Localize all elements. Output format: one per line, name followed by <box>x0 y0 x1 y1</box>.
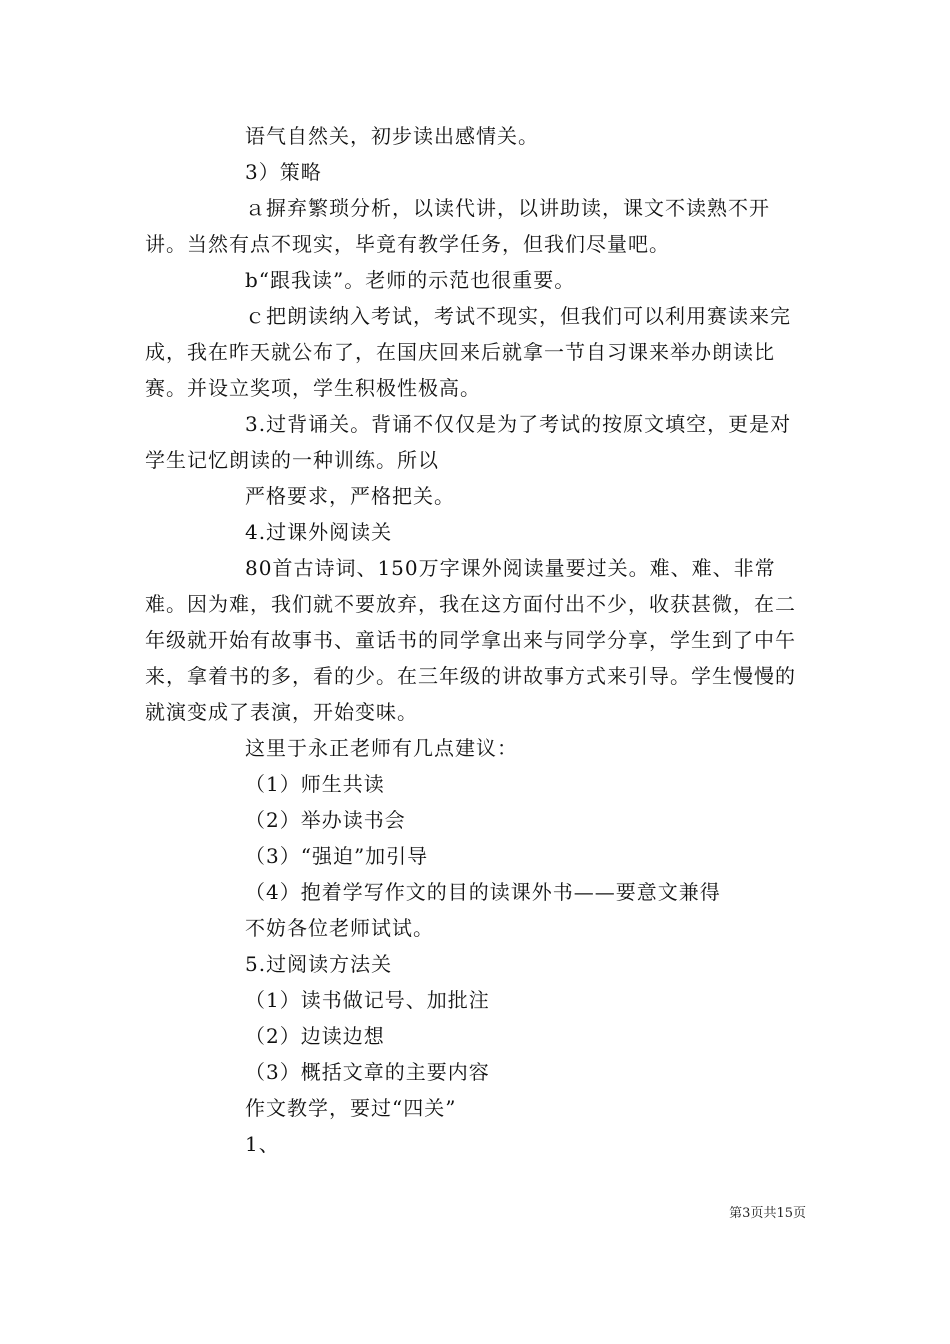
section-heading: 5.过阅读方法关 <box>245 952 393 976</box>
list-item: （1）读书做记号、加批注 <box>245 988 490 1012</box>
paragraph: ｃ把朗读纳入考试，考试不现实，但我们可以利用赛读来完成，我在昨天就公布了，在国庆回来后就拿一节自习课来举办朗读比赛。并设立奖项，学生积极性极高。 <box>145 304 791 400</box>
section-heading: 4.过课外阅读关 <box>245 520 393 544</box>
list-item: （4）抱着学写作文的目的读课外书——要意文兼得 <box>245 880 721 904</box>
paragraph: 作文教学，要过“四关” <box>245 1096 457 1120</box>
paragraph: ａ摒弃繁琐分析，以读代讲，以讲助读，课文不读熟不开讲。当然有点不现实，毕竟有教学任务，但我们尽量吧。 <box>145 196 770 256</box>
list-item: （2）举办读书会 <box>245 808 406 832</box>
paragraph: 80首古诗词、150万字课外阅读量要过关。难、难、非常难。因为难，我们就不要放弃，我在这方面付出不少，收获甚微，在二年级就开始有故事书、童话书的同学拿出来与同学分享，学生到了中午来，拿着书的多，看的少。在三年级的讲故事方式来引导。学生慢慢的就演变成了表演，开始变味。 <box>145 556 796 724</box>
paragraph: 不妨各位老师试试。 <box>245 916 434 940</box>
paragraph: 这里于永正老师有几点建议： <box>245 736 518 760</box>
list-item: （2）边读边想 <box>245 1024 385 1048</box>
list-item: （1）师生共读 <box>245 772 385 796</box>
paragraph: 1、 <box>245 1132 280 1156</box>
page-number-footer: 第3页共15页 <box>729 1206 806 1221</box>
document-body <box>145 118 810 1162</box>
paragraph: b“跟我读”。老师的示范也很重要。 <box>245 268 576 292</box>
paragraph: 3）策略 <box>245 160 322 184</box>
list-item: （3）“强迫”加引导 <box>245 844 429 868</box>
paragraph: 严格要求，严格把关。 <box>245 484 455 508</box>
paragraph: 语气自然关，初步读出感情关。 <box>245 124 539 148</box>
list-item: （3）概括文章的主要内容 <box>245 1060 490 1084</box>
paragraph: 3.过背诵关。背诵不仅仅是为了考试的按原文填空，更是对学生记忆朗读的一种训练。所以 <box>145 412 792 472</box>
